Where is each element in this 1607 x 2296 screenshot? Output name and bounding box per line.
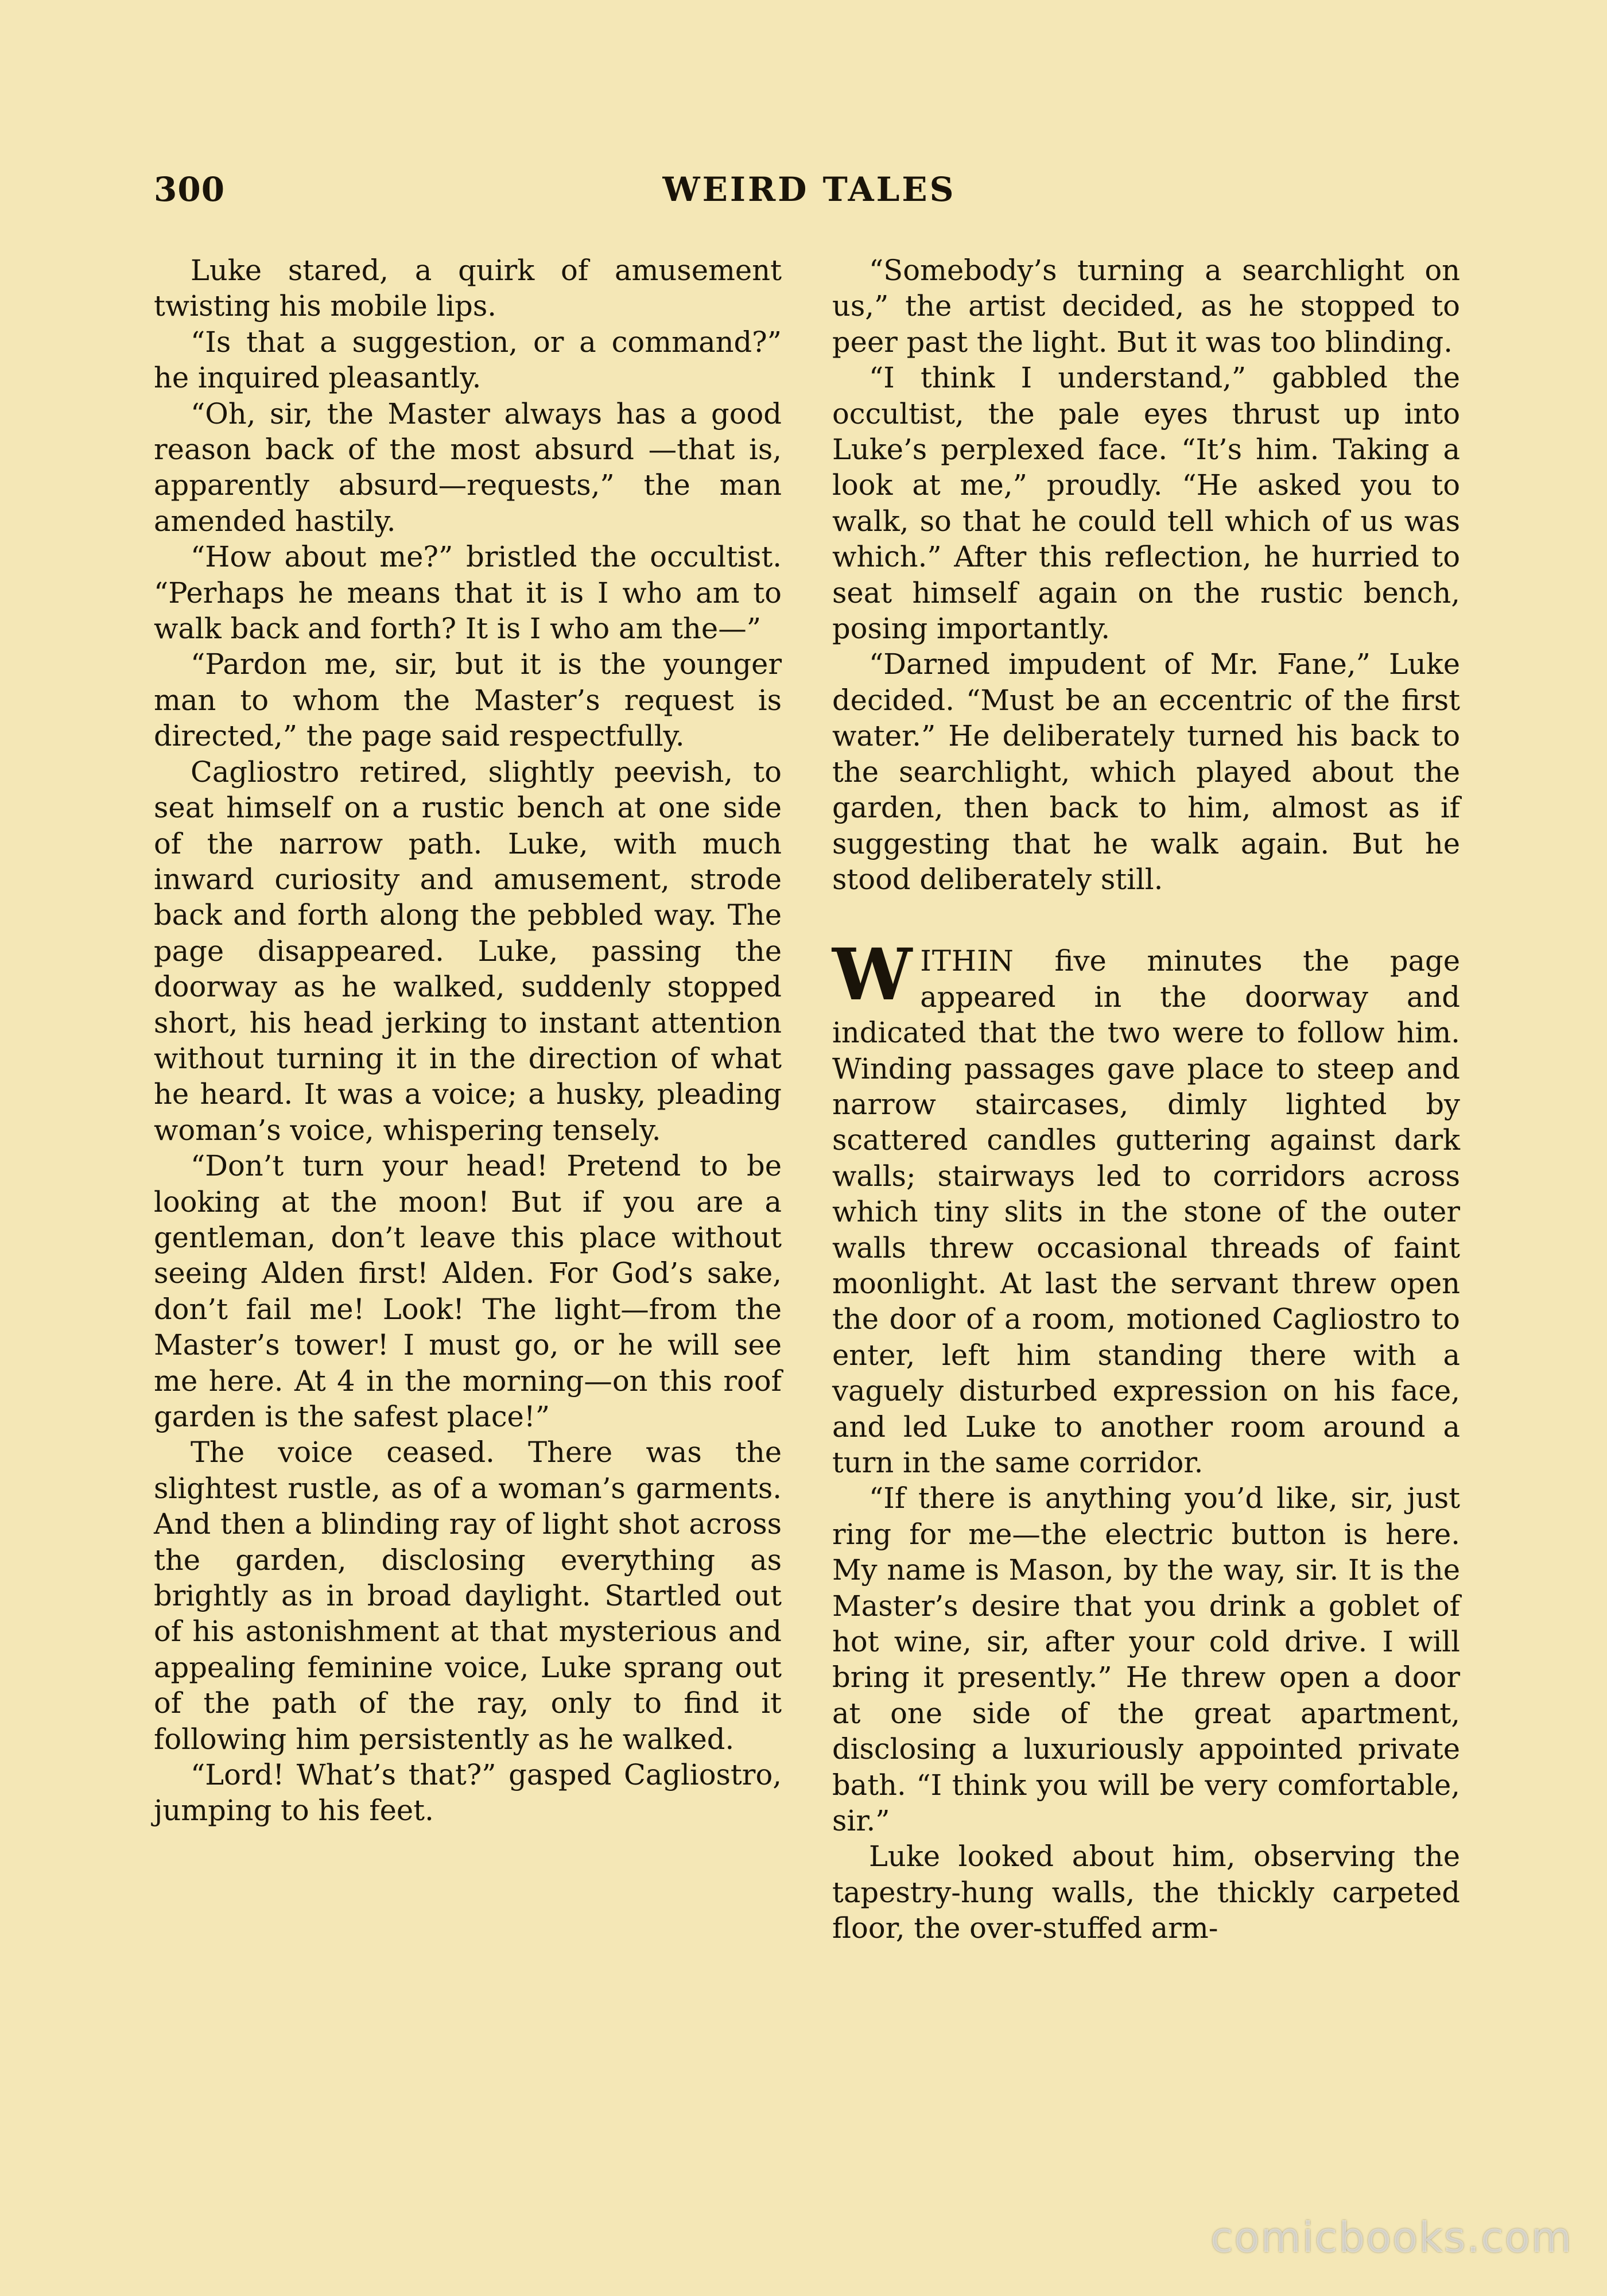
paragraph-text: five minutes the page appeared in the doorway and indicated that the two were to follow him. Winding passages gave place to steep and narrow staircases, dimly lighted by scattered candles guttering against dark walls; stairways led to corridors across which tiny slits in the stone of the outer walls threw occasional threads of faint moonlight. At last the servant threw open the door of a room, motioned Cagliostro to enter, left him standing there with a vaguely disturbed expression on his face, and led Luke to another room around a turn in the same corridor.	[832, 944, 1460, 1479]
page-number: 300	[154, 170, 226, 209]
paragraph: “Oh, sir, the Master always has a good reason back of the most absurd —that is, apparently absurd—requests,” the man amended hastily.	[154, 397, 782, 538]
watermark: comicbooks.com	[1210, 2213, 1573, 2262]
paragraph: The voice ceased. There was the slightest rustle, as of a woman’s garments. And then a blinding ray of light shot across the garden, disclosing everything as brightly as in broad daylight. Startled out of his astonishment at that mysterious and appealing feminine voice, Luke sprang out of the path of the ray, only to find it following him persistently as he walked.	[154, 1436, 782, 1756]
drop-cap: W	[832, 933, 913, 1017]
paragraph: Luke looked about him, observing the tapestry-hung walls, the thickly carpeted floor, the over-stuffed arm-	[832, 1840, 1460, 1945]
paragraph: “How about me?” bristled the occultist. “Perhaps he means that it is I who am to walk back and forth? It is I who am the—”	[154, 540, 782, 646]
paragraph: “I think I understand,” gabbled the occultist, the pale eyes thrust up into Luke’s perplexed face. “It’s him. Taking a look at me,” proudly. “He asked you to walk, so that he could tell which of us was which.” After this reflection, he hurried to seat himself again on the rustic bench, posing importantly.	[832, 361, 1460, 646]
paragraph: Luke stared, a quirk of amusement twisting his mobile lips.	[154, 254, 782, 323]
paragraph: “Somebody’s turning a searchlight on us,” the artist decided, as he stopped to peer past the light. But it was too blinding.	[832, 254, 1460, 359]
paragraph: Cagliostro retired, slightly peevish, to seat himself on a rustic bench at one side of the narrow path. Luke, with much inward curiosity and amusement, strode back and forth along the pebbled way. The page disappeared. Luke, passing the doorway as he walked, suddenly stopped short, his head jerking to instant attention without turning it in the direction of what he heard. It was a voice; a husky, pleading woman’s voice, whispering tensely.	[154, 755, 782, 1147]
lead-small-caps: ITHIN	[920, 944, 1014, 978]
paragraph: “If there is anything you’d like, sir, just ring for me—the electric button is here. My name is Mason, by the way, sir. It is the Master’s desire that you drink a goblet of hot wine, sir, after your cold drive. I will bring it presently.” He threw open a door at one side of the great apartment, disclosing a luxuriously appointed private bath. “I think you will be very comfortable, sir.”	[832, 1481, 1460, 1838]
left-column	[154, 253, 782, 1829]
section-break-paragraph	[832, 933, 1460, 1480]
page-header	[154, 170, 1465, 216]
paragraph: “Don’t turn your head! Pretend to be looking at the moon! But if you are a gentleman, don’t leave this place without seeing Alden first! Alden. For God’s sake, don’t fail me! Look! The light—from the Master’s tower! I must go, or he will see me here. At 4 in the morning—on this roof garden is the safest place!”	[154, 1149, 782, 1433]
paragraph: “Darned impudent of Mr. Fane,” Luke decided. “Must be an eccentric of the first water.” He deliberately turned his back to the searchlight, which played about the garden, then back to him, almost as if suggesting that he walk again. But he stood deliberately still.	[832, 647, 1460, 896]
paragraph: “Is that a suggestion, or a command?” he inquired pleasantly.	[154, 325, 782, 395]
right-column	[832, 253, 1460, 1946]
paragraph: “Lord! What’s that?” gasped Cagliostro, jumping to his feet.	[154, 1758, 782, 1828]
magazine-title: WEIRD TALES	[662, 170, 956, 209]
paragraph: “Pardon me, sir, but it is the younger man to whom the Master’s request is directed,” the page said respectfully.	[154, 647, 782, 753]
